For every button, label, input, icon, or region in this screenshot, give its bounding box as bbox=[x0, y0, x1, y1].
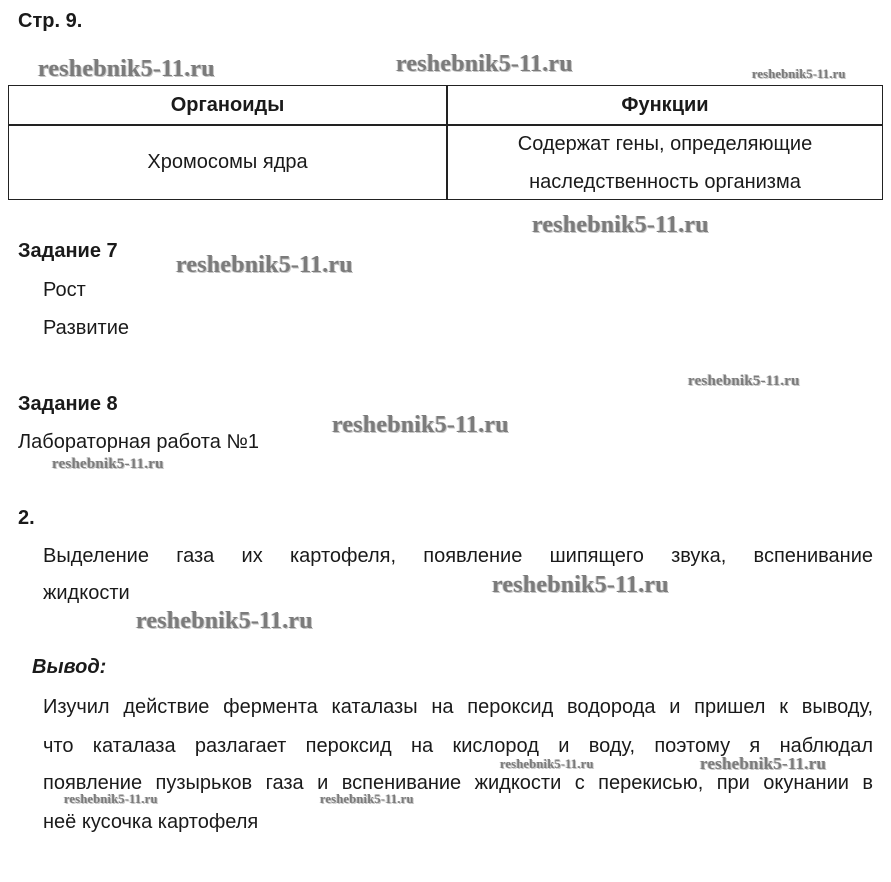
task8-heading: Задание 8 bbox=[18, 393, 118, 415]
watermark: reshebnik5-11.ru bbox=[320, 792, 414, 806]
watermark: reshebnik5-11.ru bbox=[332, 412, 509, 438]
task7-heading: Задание 7 bbox=[18, 240, 118, 262]
watermark: reshebnik5-11.ru bbox=[492, 572, 669, 598]
watermark: reshebnik5-11.ru bbox=[700, 754, 827, 773]
conclusion-line-1: Изучил действие фермента каталазы на пероксид водорода и пришел к выводу, bbox=[43, 696, 873, 718]
watermark: reshebnik5-11.ru bbox=[500, 757, 594, 771]
table-header-functions: Функции bbox=[621, 93, 709, 116]
watermark: reshebnik5-11.ru bbox=[52, 456, 164, 472]
table-header-organoids: Органоиды bbox=[170, 93, 285, 116]
task7-item-development: Развитие bbox=[43, 317, 129, 339]
table-cell-function-line-1: Содержат гены, определяющие bbox=[517, 132, 813, 155]
conclusion-line-2: что каталаза разлагает пероксид на кислород и воду, поэтому я наблюдал bbox=[43, 735, 873, 757]
task7-item-growth: Рост bbox=[43, 279, 86, 301]
point-number: 2. bbox=[18, 507, 35, 529]
lab-work-title: Лабораторная работа №1 bbox=[18, 431, 259, 453]
conclusion-line-4: неё кусочка картофеля bbox=[43, 811, 259, 833]
table-cell-organoid: Хромосомы ядра bbox=[147, 151, 308, 173]
watermark: reshebnik5-11.ru bbox=[176, 252, 353, 278]
organoids-table bbox=[8, 85, 883, 200]
conclusion-heading: Вывод: bbox=[32, 656, 107, 678]
observation-line-1: Выделение газа их картофеля, появление шипящего звука, вспенивание bbox=[43, 545, 873, 567]
page-title: Стр. 9. bbox=[18, 10, 83, 32]
watermark: reshebnik5-11.ru bbox=[532, 212, 709, 238]
watermark: reshebnik5-11.ru bbox=[396, 51, 573, 77]
watermark: reshebnik5-11.ru bbox=[688, 373, 800, 389]
watermark: reshebnik5-11.ru bbox=[38, 56, 215, 82]
watermark: reshebnik5-11.ru bbox=[136, 608, 313, 634]
conclusion-line-3: появление пузырьков газа и вспенивание жидкости с перекисью, при окунании в bbox=[43, 772, 873, 794]
table-cell-function-line-2: наследственность организма bbox=[529, 170, 801, 193]
watermark: reshebnik5-11.ru bbox=[64, 792, 158, 806]
table-cell-function bbox=[448, 126, 882, 199]
watermark: reshebnik5-11.ru bbox=[752, 67, 846, 81]
observation-line-2: жидкости bbox=[43, 582, 130, 604]
